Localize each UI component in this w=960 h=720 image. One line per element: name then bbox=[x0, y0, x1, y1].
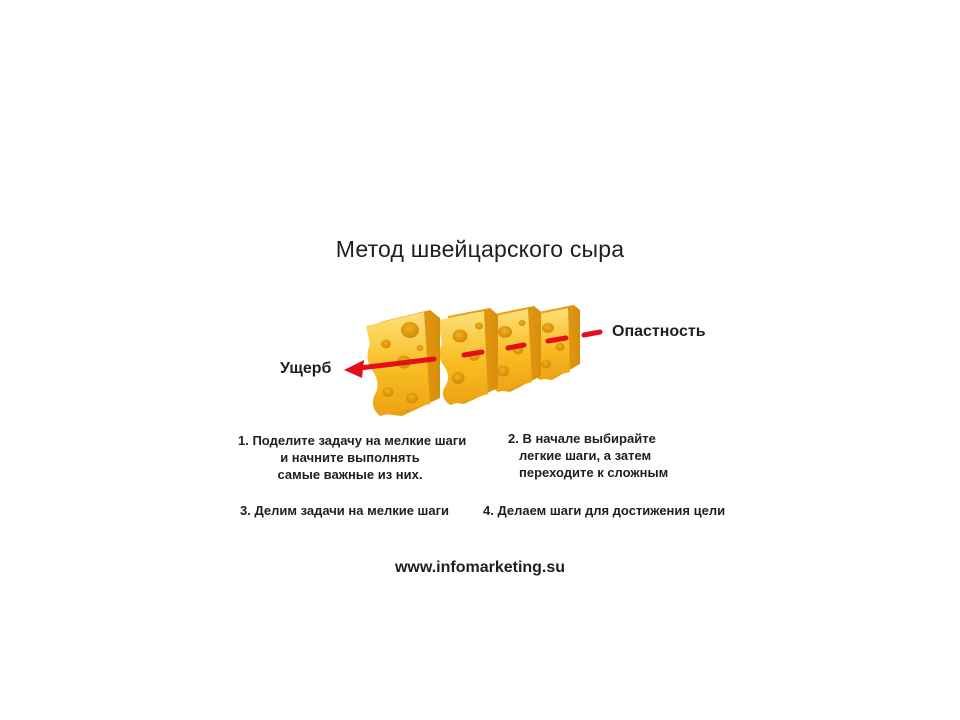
step-1-line-2: и начните выполнять bbox=[280, 450, 420, 465]
step-2-text bbox=[508, 430, 668, 481]
page-title: Метод швейцарского сыра bbox=[335, 236, 625, 262]
step-1-text bbox=[238, 432, 467, 483]
step-1-line-3: самые важные из них. bbox=[277, 467, 423, 482]
step-4-line-1: 4. Делаем шаги для достижения цели bbox=[483, 503, 726, 518]
damage-label: Ущерб bbox=[280, 360, 332, 377]
step-4-text bbox=[483, 502, 725, 519]
step-3-text bbox=[240, 502, 449, 519]
step-2-line-1: 2. В начале выбирайте bbox=[508, 431, 656, 446]
step-3-line-1: 3. Делим задачи на мелкие шаги bbox=[240, 503, 450, 518]
danger-label: Опастность bbox=[612, 323, 706, 340]
website-link[interactable]: www.infomarketing.su bbox=[394, 559, 566, 576]
step-1-line-1: 1. Поделите задачу на мелкие шаги bbox=[238, 433, 467, 448]
step-2-line-2: легкие шаги, а затем bbox=[519, 448, 652, 463]
step-2-line-3: переходите к сложным bbox=[519, 465, 669, 480]
